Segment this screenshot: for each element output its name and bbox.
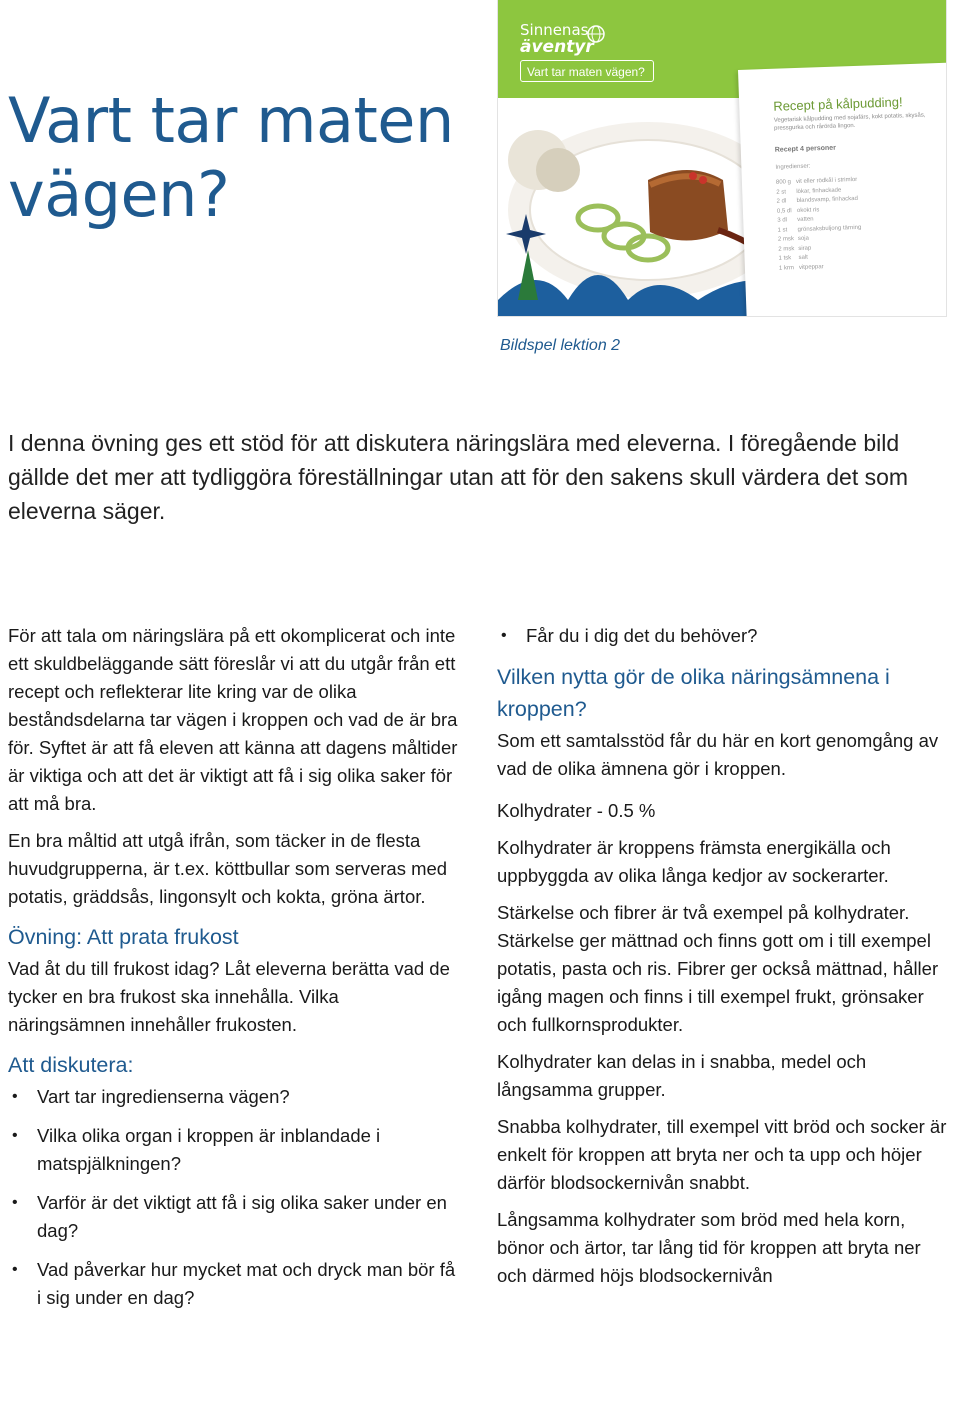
paragraph: För att tala om näringslära på ett okomplicerat och inte ett skuldbeläggande sätt föreslår vi att du utgår från ett recept och reflekterar lite kring var de olika beståndsdelarna tar vägen i kroppen och vad de är bra för. Syftet är att få eleven att känna att dagens måltider är viktiga och att det är viktigt att få i sig olika saker för att må bra. [8,625,458,814]
paragraph: Som ett samtalsstöd får du här en kort genomgång av vad de olika ämnena gör i kroppen. [497,730,939,779]
ingredient-row: 3 dl vatten [777,216,814,224]
paragraph: Kolhydrater är kroppens främsta energikälla och uppbyggda av olika långa kedjor av sockerarter. [497,837,891,886]
section-heading: Att diskutera: [8,1053,134,1077]
intro-paragraph: I denna övning ges ett stöd för att diskutera näringslära med eleverna. I föregående bild gällde det mer att tydliggöra föreställningar utan att för den sakens skull värdera det som eleverna säger. [8,430,909,524]
section-heading: Övning: Att prata frukost [8,925,239,949]
ingredient-row: 2 msk sirap [778,245,812,253]
slide-title-pill: Vart tar maten vägen? [520,60,654,82]
ingredient-row: 2 dl blandsvamp, finhackad [776,195,859,205]
ingredient-row: 2 st lökar, finhackade [776,186,842,196]
logo-line-2: äventyr [520,37,594,57]
ingredient-row: 0,5 dl okokt ris [776,206,820,215]
list-item: • Varför är det viktigt att få i sig olika saker under en dag? [8,1189,458,1245]
recipe-card [738,62,946,316]
ingredient-row: 1 krm vitpeppar [778,263,824,272]
paragraph: Kolhydrater kan delas in i snabba, medel och långsamma grupper. [497,1051,867,1100]
recipe-subtitle: Vegetarisk kålpudding med sojafärs, kokt potatis, skysås, pressgurka och rårörda lingon. [773,112,926,132]
ingredient-row: 2 msk soja [777,235,810,243]
paragraph: Vad åt du till frukost idag? Låt eleverna berätta vad de tycker en bra frukost ska innehålla. Vilka näringsämnen innehåller frukosten. [8,958,450,1035]
list-item: • Vart tar ingredienserna vägen? [8,1083,458,1111]
slide-caption: Bildspel lektion 2 [500,337,621,354]
discussion-list [8,1083,458,1312]
ingredient-row: 800 g vit eller rödkål i strimlor [775,176,858,186]
paragraph: En bra måltid att utgå ifrån, som täcker in de flesta huvudgrupperna, är t.ex. köttbullar som serveras med potatis, gräddsås, lingonsylt och kokta, gröna ärtor. [8,830,448,907]
list-item: • Får du i dig det du behöver? [497,622,947,650]
ingredient-row: 1 tsk salt [778,254,809,262]
logo-line-1: Sinnenas [520,21,589,39]
ingredients-title: Ingredienser: [775,163,811,171]
paragraph: Snabba kolhydrater, till exempel vitt bröd och socker är enkelt för kroppen att bryta ner och ta upp och höjer därför blodsockernivån snabbt. [497,1116,947,1193]
recipe-title: Recept på kålpudding! [773,94,903,114]
title-line-1: Vart tar maten [8,84,454,157]
page-title [8,84,478,232]
right-column [497,622,947,1299]
ingredient-list [776,174,929,274]
paragraph: Kolhydrater - 0.5 % [497,800,656,821]
list-item: • Vilka olika organ i kroppen är inblandade i matspjälkningen? [8,1122,458,1178]
slide-thumbnail [498,0,946,316]
section-heading: Vilken nytta gör de olika näringsämnena i kroppen? [497,665,890,721]
list-item: • Vad påverkar hur mycket mat och dryck man bör få i sig under en dag? [8,1256,458,1312]
paragraph: Långsamma kolhydrater som bröd med hela korn, bönor och ärtor, tar lång tid för kroppen att bryta ner och därmed höjs blodsockernivån [497,1209,921,1286]
title-line-2: vägen? [8,158,230,231]
ingredient-row: 1 st grönsaksbuljong tärning [777,224,862,234]
question-list [497,622,947,650]
left-column [8,622,458,1323]
recipe-portion: Recept 4 personer [774,144,837,154]
paragraph: Stärkelse och fibrer är två exempel på kolhydrater. Stärkelse ger mättnad och finns gott om i till exempel potatis, pasta och ris. Fibrer ger också mättnad, håller igång magen och finns i till exempel frukt, grönsaker och fullkornsprodukter. [497,902,939,1035]
